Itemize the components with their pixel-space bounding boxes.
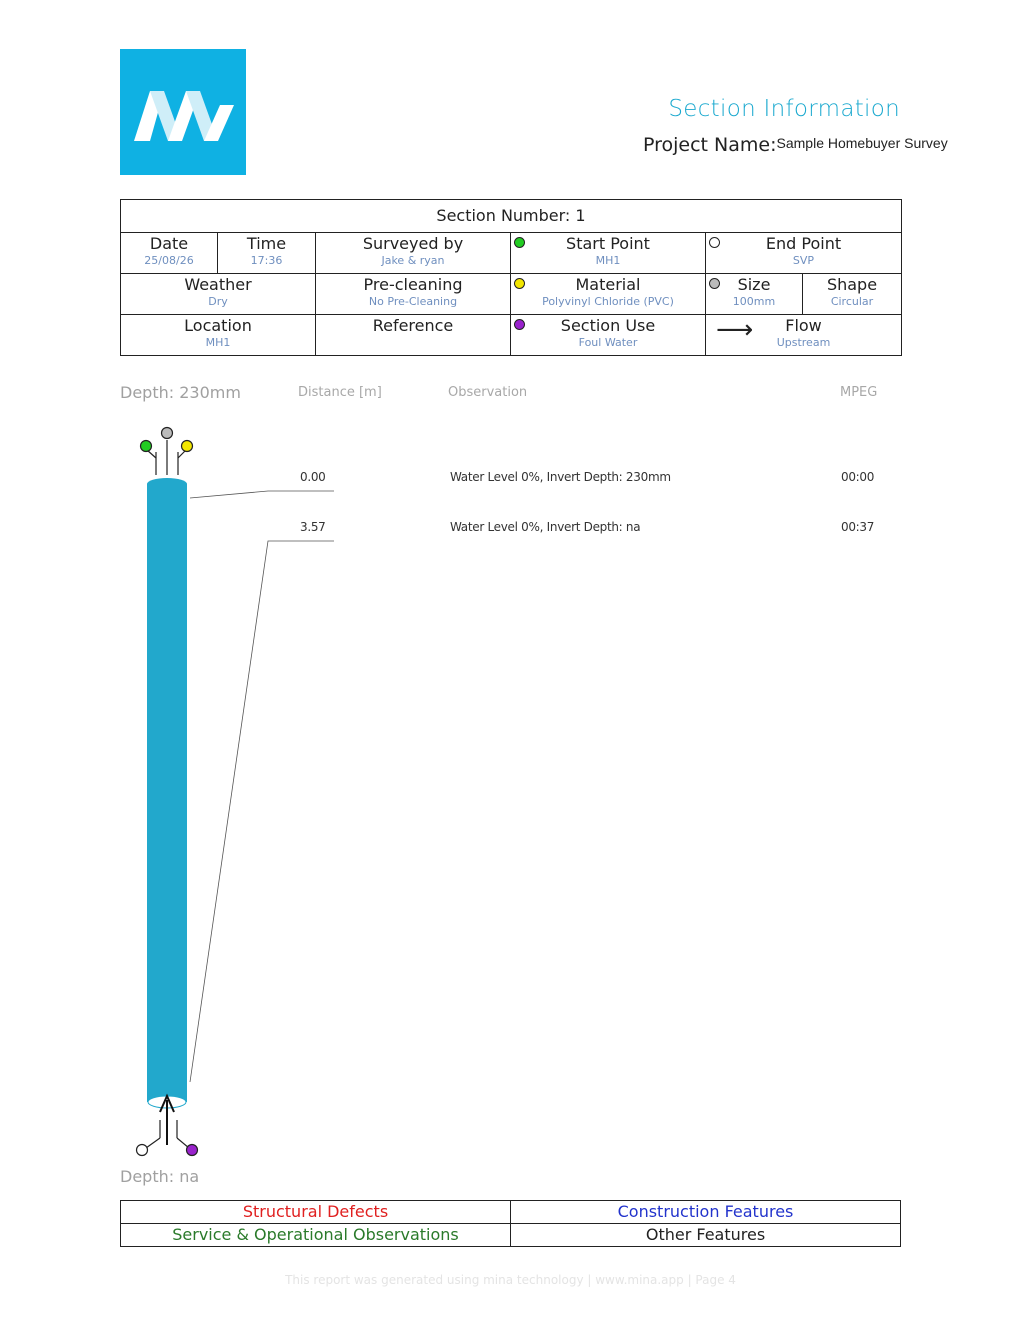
weather-cell: [121, 274, 316, 315]
material-cell: [511, 274, 706, 315]
size-label: Size: [737, 275, 771, 294]
size-cell: [706, 274, 803, 315]
location-cell: [121, 315, 316, 356]
project-name: [643, 134, 948, 156]
shape-label: Shape: [826, 275, 878, 294]
precleaning-label: Pre-cleaning: [363, 275, 463, 294]
size-marker-icon: [709, 278, 720, 289]
end-node-icon: [137, 1145, 148, 1156]
observation-distance: 3.57: [300, 520, 326, 534]
section-use-marker-icon: [514, 319, 525, 330]
observation-mpeg[interactable]: 00:00: [841, 470, 875, 484]
material-value: Polyvinyl Chloride (PVC): [542, 295, 674, 308]
material-label: Material: [575, 275, 641, 294]
report-footer: This report was generated using mina technology | www.mina.app | Page 4: [285, 1273, 736, 1287]
depth-top: Depth: 230mm: [120, 383, 241, 402]
mpeg-column-header: MPEG: [840, 385, 878, 400]
surveyed-value: Jake & ryan: [381, 254, 445, 267]
time-cell: [218, 233, 316, 274]
legend-construction-features: Construction Features: [511, 1201, 901, 1224]
flow-arrow-icon: ⟶: [716, 315, 754, 345]
leader-line-1: [190, 541, 334, 1082]
end-point-marker-icon: [709, 237, 720, 248]
start-point-marker-icon: [514, 237, 525, 248]
project-name-value: Sample Homebuyer Survey: [776, 135, 948, 151]
size-value: 100mm: [732, 295, 776, 308]
surveyed-cell: [316, 233, 511, 274]
reference-cell: [316, 315, 511, 356]
observation-mpeg[interactable]: 00:37: [841, 520, 875, 534]
date-value: 25/08/26: [144, 254, 194, 267]
reference-label: Reference: [372, 316, 454, 335]
start-point-label: Start Point: [566, 234, 650, 253]
pipe-body: [147, 478, 187, 1108]
leader-line-0: [190, 491, 334, 498]
distance-column-header: Distance [m]: [298, 385, 382, 400]
date-cell: [121, 233, 218, 274]
section-use-node-icon: [187, 1145, 198, 1156]
start-point-cell: [511, 233, 706, 274]
page-title: Section Information: [668, 96, 900, 122]
surveyed-label: Surveyed by: [362, 234, 464, 253]
project-name-label: Project Name:: [643, 134, 777, 156]
observation-leader-lines: [190, 491, 334, 1082]
start-point-value: MH1: [595, 254, 621, 267]
observation-column-header: Observation: [448, 385, 528, 400]
time-label: Time: [246, 234, 287, 253]
section-use-label: Section Use: [560, 316, 656, 335]
start-node-icon: [141, 441, 152, 452]
flow-label: Flow: [785, 316, 822, 335]
company-logo: [120, 49, 246, 175]
section-number: Section Number: 1: [121, 200, 902, 233]
size-node-icon: [162, 428, 173, 439]
precleaning-value: No Pre-Cleaning: [368, 295, 458, 308]
section-use-value: Foul Water: [578, 336, 638, 349]
shape-cell: [803, 274, 902, 315]
date-label: Date: [149, 234, 189, 253]
legend-table: [120, 1200, 901, 1247]
legend-structural-defects: Structural Defects: [121, 1201, 511, 1224]
location-label: Location: [184, 316, 252, 335]
end-point-label: End Point: [765, 234, 842, 253]
material-marker-icon: [514, 278, 525, 289]
top-markers: [141, 428, 193, 476]
shape-value: Circular: [830, 295, 874, 308]
precleaning-cell: [316, 274, 511, 315]
legend-service-observations: Service & Operational Observations: [121, 1224, 511, 1247]
legend-other-features: Other Features: [511, 1224, 901, 1247]
logo-mark-icon: [120, 49, 246, 175]
section-info-table: [120, 199, 902, 356]
section-use-cell: [511, 315, 706, 356]
time-value: 17:36: [250, 254, 283, 267]
observation-distance: 0.00: [300, 470, 326, 484]
end-point-value: SVP: [792, 254, 815, 267]
flow-cell: [706, 315, 902, 356]
weather-label: Weather: [184, 275, 252, 294]
observation-text: Water Level 0%, Invert Depth: 230mm: [450, 470, 671, 484]
flow-value: Upstream: [776, 336, 831, 349]
depth-bottom: Depth: na: [120, 1167, 200, 1186]
observation-text: Water Level 0%, Invert Depth: na: [450, 520, 641, 534]
location-value: MH1: [205, 336, 231, 349]
weather-value: Dry: [208, 295, 228, 308]
material-node-icon: [182, 441, 193, 452]
end-point-cell: [706, 233, 902, 274]
